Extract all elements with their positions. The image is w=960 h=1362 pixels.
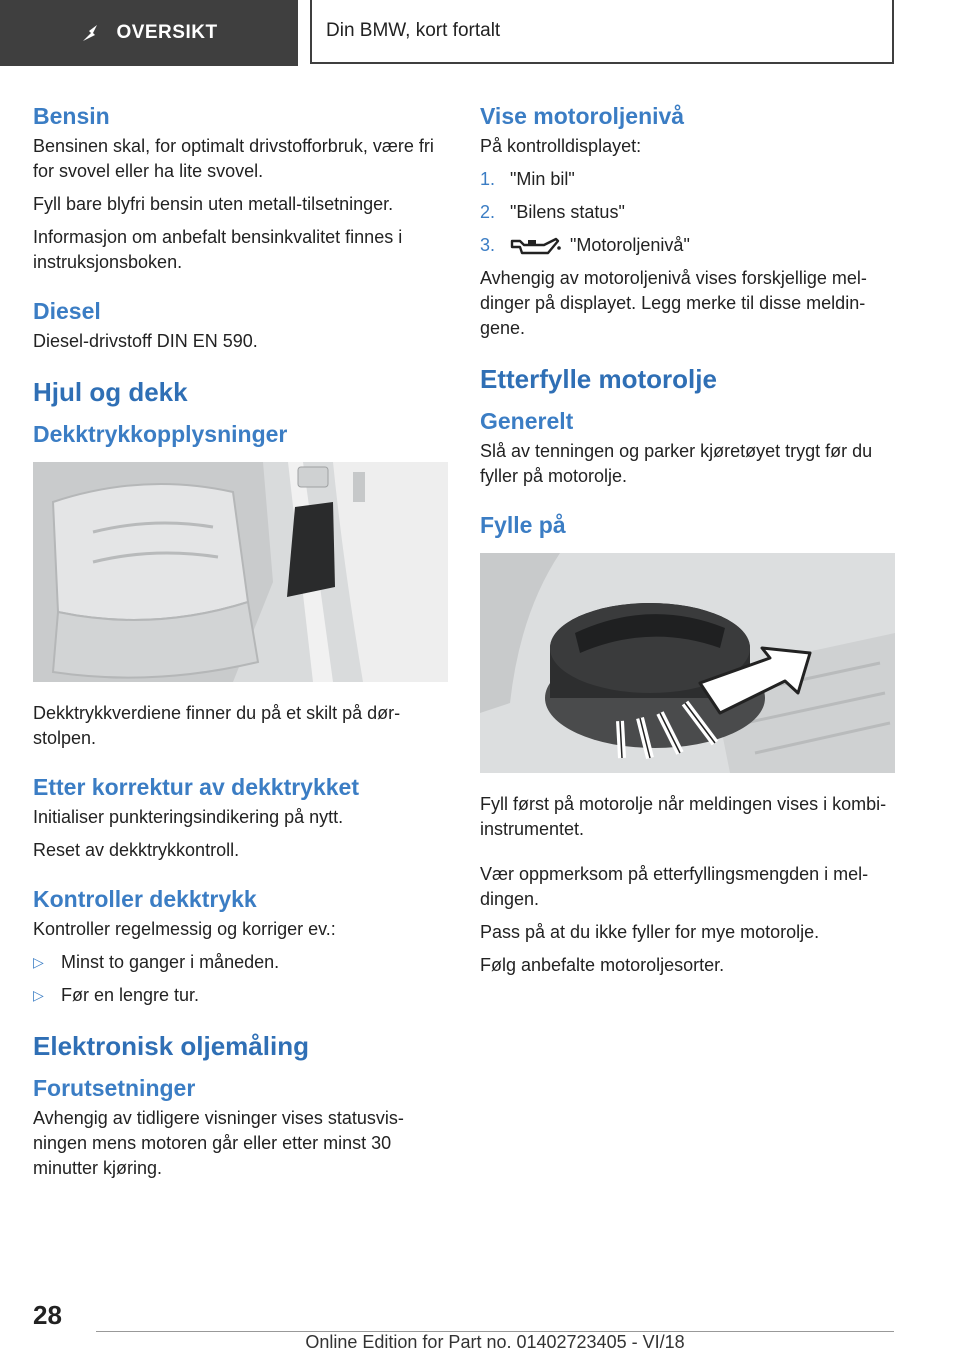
- triangle-bullet-icon: ▷: [33, 987, 44, 1003]
- etterfylle-motorolje-heading: Etterfylle motorolje: [480, 364, 717, 394]
- etter-korrektur-paragraph-2: Reset av dekktrykkontroll.: [33, 840, 240, 860]
- forutsetninger-heading: Forutsetninger: [33, 1075, 196, 1101]
- etter-korrektur-heading: Etter korrektur av dekktrykket: [33, 774, 359, 800]
- list-item: 3. "Motoroljenivå": [480, 235, 690, 255]
- generelt-heading: Generelt: [480, 408, 574, 434]
- car-overview-icon: [80, 22, 102, 44]
- list-item: ▷ Før en lengre tur.: [33, 983, 448, 1008]
- fylle-paragraph-1: Fyll først på motorolje når meldingen vises i kombi-instrumentet.: [480, 794, 887, 839]
- fylle-paragraph-4: Følg anbefalte motoroljesorter.: [480, 955, 725, 975]
- bensin-paragraph-1: Bensinen skal, for optimalt drivstofforbruk, være fri for svovel eller ha lite svovel.: [33, 136, 434, 181]
- oil-filler-cap-photo: [480, 553, 895, 773]
- generelt-paragraph: Slå av tenningen og parker kjøretøyet trygt før du fyller på motorolje.: [480, 441, 873, 486]
- forutsetninger-paragraph: Avhengig av tidligere visninger vises statusvis-ningen mens motoren går eller etter minst 30 minutter kjøring.: [33, 1108, 404, 1178]
- diesel-paragraph: Diesel-drivstoff DIN EN 590.: [33, 331, 258, 351]
- list-item: 2. "Bilens status": [480, 202, 625, 222]
- bensin-paragraph-3: Informasjon om anbefalt bensinkvalitet finnes i instruksjonsboken.: [33, 227, 403, 272]
- etter-korrektur-paragraph-1: Initialiser punkteringsindikering på nytt.: [33, 807, 344, 827]
- section-tab-label: OVERSIKT: [116, 22, 218, 43]
- oil-can-icon: [510, 235, 562, 257]
- vise-steps: [480, 167, 895, 258]
- dekktrykk-heading: Dekktrykkopplysninger: [33, 421, 288, 447]
- dekktrykk-paragraph: Dekktrykkverdiene finner du på et skilt på dør-stolpen.: [33, 703, 401, 748]
- list-item: ▷ Minst to ganger i måneden.: [33, 950, 448, 975]
- right-column: [480, 100, 895, 986]
- vise-motoroljeniva-heading: Vise motoroljenivå: [480, 103, 685, 129]
- chapter-title: Din BMW, kort fortalt: [326, 20, 501, 41]
- kontroller-paragraph: Kontroller regelmessig og korriger ev.:: [33, 919, 336, 939]
- diesel-heading: Diesel: [33, 298, 101, 324]
- vise-paragraph-2: Avhengig av motoroljenivå vises forskjellige mel-dinger på displayet. Legg merke til disse meldin-gene.: [480, 268, 867, 338]
- section-tab[interactable]: [0, 0, 298, 66]
- chapter-header: [310, 0, 894, 64]
- fylle-pa-heading: Fylle på: [480, 512, 566, 538]
- hjul-og-dekk-heading: Hjul og dekk: [33, 377, 188, 407]
- vise-paragraph-1: På kontrolldisplayet:: [480, 136, 642, 156]
- bensin-paragraph-2: Fyll bare blyfri bensin uten metall-tilsetninger.: [33, 194, 394, 214]
- page-number: 28: [33, 1300, 62, 1330]
- elektronisk-oljemaling-heading: Elektronisk oljemåling: [33, 1031, 309, 1061]
- list-item: 1. "Min bil": [480, 169, 575, 189]
- left-column: [33, 100, 448, 1189]
- bensin-heading: Bensin: [33, 103, 110, 129]
- fylle-paragraph-3: Pass på at du ikke fyller for mye motorolje.: [480, 922, 820, 942]
- fylle-paragraph-2: Vær oppmerksom på etterfyllingsmengden i mel-dingen.: [480, 864, 869, 909]
- door-pillar-tire-label-photo: [33, 462, 448, 682]
- kontroller-list: [33, 950, 448, 1008]
- triangle-bullet-icon: ▷: [33, 954, 44, 970]
- edition-footer: Online Edition for Part no. 01402723405 - VI/18: [305, 1332, 685, 1352]
- kontroller-dekktrykk-heading: Kontroller dekktrykk: [33, 886, 257, 912]
